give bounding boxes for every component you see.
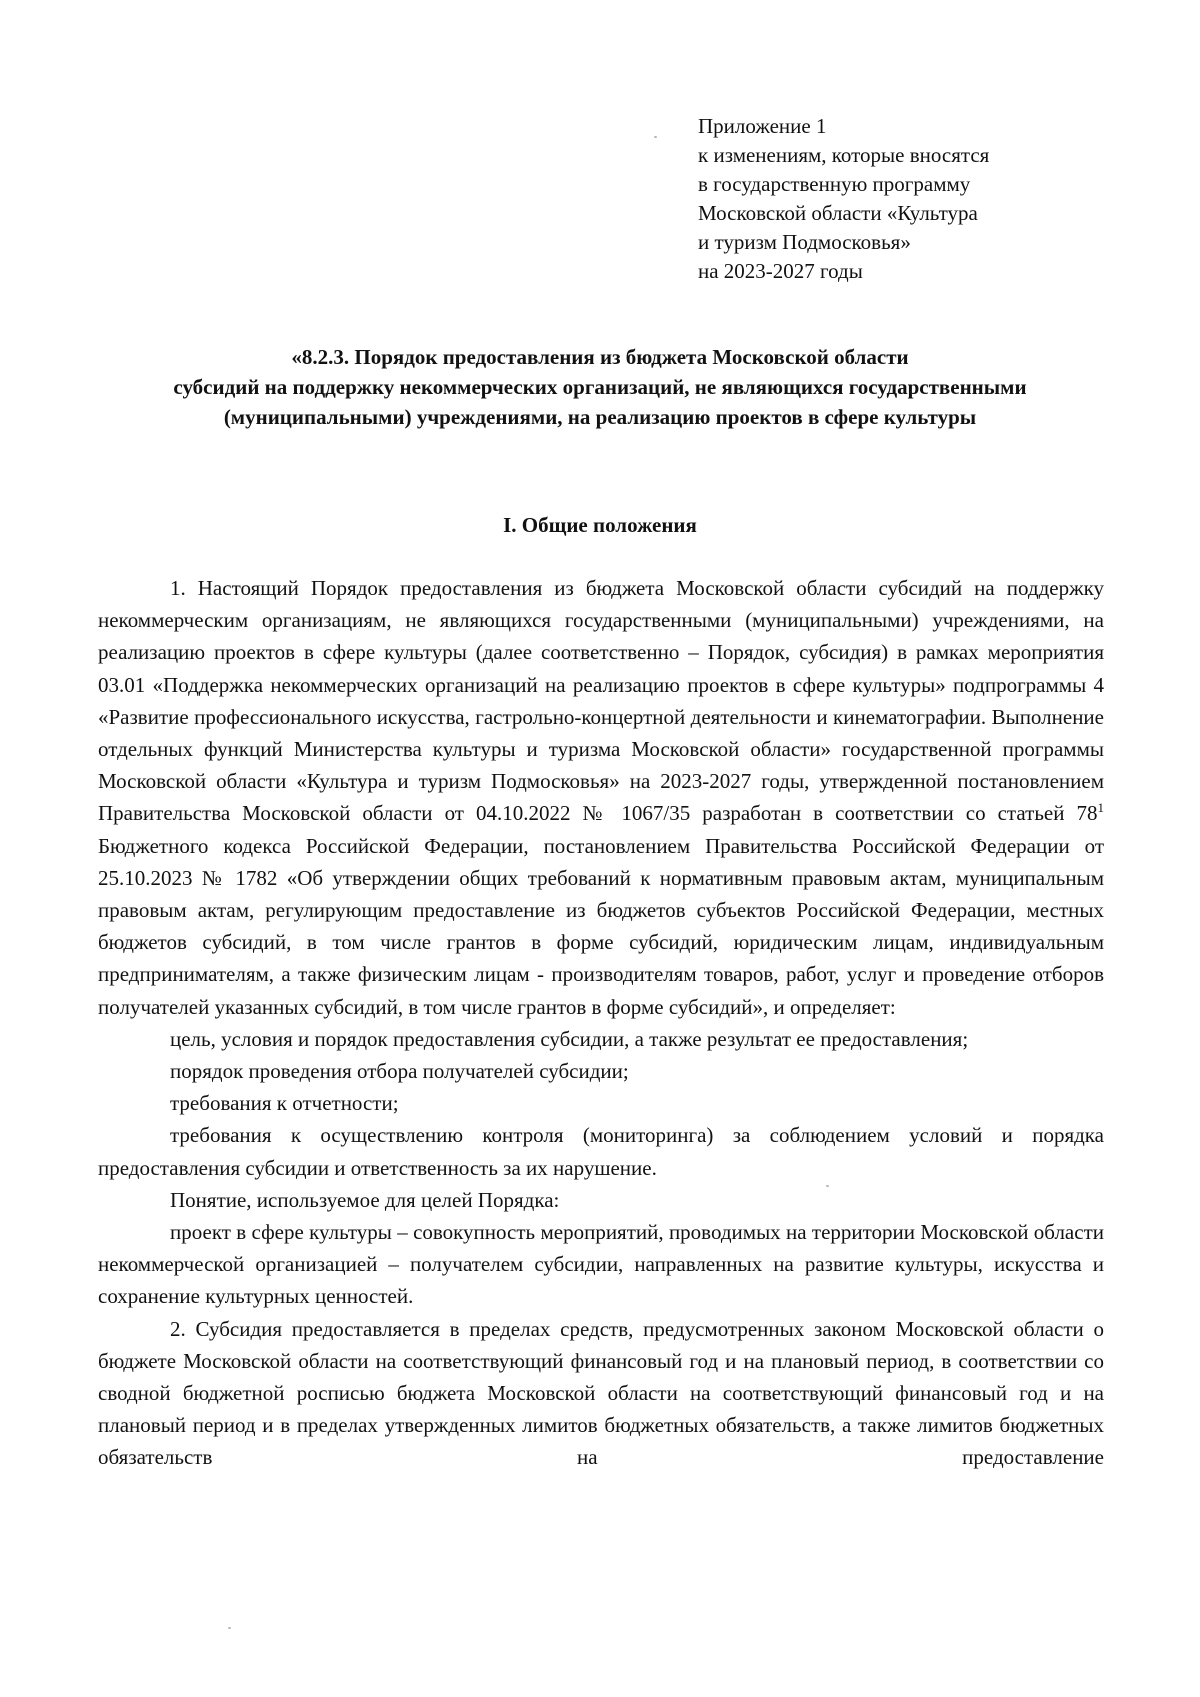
scan-speck <box>654 136 657 138</box>
appendix-line: в государственную программу <box>698 172 971 196</box>
title-line: (муниципальными) учреждениями, на реализацию проектов в сфере культуры <box>223 405 977 429</box>
paragraph-1 <box>98 572 1104 1023</box>
paragraph-2: 2. Субсидия предоставляется в пределах средств, предусмотренных законом Московской области о бюджете Московской области на соответствующий финансовый год и на плановый период, в соответствии со сводной бюджетной росписью бюджета Московской области на соответствующий финансовый год и на плановый период и в пределах утвержденных лимитов бюджетных обязательств, а также лимитов бюджетных обязательств на предоставление <box>98 1316 1104 1470</box>
list-item-goal: цель, условия и порядок предоставления субсидии, а также результат ее предоставления; <box>170 1026 969 1051</box>
scan-speck <box>826 1185 829 1187</box>
article-superscript: 1 <box>1097 800 1104 816</box>
concept-definition: проект в сфере культуры – совокупность мероприятий, проводимых на территории Московской области некоммерческой организацией – получателем субсидии, направленных на развитие культуры, искусства и сохранение культурных ценностей. <box>98 1220 1104 1309</box>
title-line: субсидий на поддержку некоммерческих организаций, не являющихся государственными <box>173 375 1027 399</box>
appendix-header <box>698 112 1118 286</box>
appendix-line: к изменениям, которые вносятся <box>698 143 990 167</box>
list-item-selection: порядок проведения отбора получателей субсидии; <box>170 1059 629 1084</box>
paragraph-1-text-continued: Бюджетного кодекса Российской Федерации, постановлением Правительства Российской Федерации от 25.10.2023 № 1782 «Об утверждении общих требований к нормативным правовым актам, муниципальным правовым актам, регулирующим предоставление из бюджетов субъектов Российской Федерации, местных бюджетов субсидий, в том числе грантов в форме субсидий, юридическим лицам, индивидуальным предпринимателям, а также физическим лицам - производителям товаров, работ, услуг и проведение отборов получателей указанных субсидий, в том числе грантов в форме субсидий», и определяет: <box>98 833 1104 1019</box>
appendix-line: на 2023-2027 годы <box>698 259 863 283</box>
title-line: «8.2.3. Порядок предоставления из бюджета Московской области <box>291 345 909 369</box>
paragraph-1-text: 1. Настоящий Порядок предоставления из бюджета Московской области субсидий на поддержку некоммерческим организациям, не являющихся государственными (муниципальными) учреждениями, на реализацию проектов в сфере культуры (далее соответственно – Порядок, субсидия) в рамках мероприятия 03.01 «Поддержка некоммерческих организаций на реализацию проектов в сфере культуры» подпрограммы 4 «Развитие профессионального искусства, гастрольно-концертной деятельности и кинематографии. Выполнение отдельных функций Министерства культуры и туризма Московской области» государственной программы Московской области «Культура и туризм Подмосковья» на 2023-2027 годы, утвержденной постановлением Правительства Московской области от 04.10.2022 № 1067/35 разработан в соответствии со статьей 78 <box>98 576 1104 826</box>
scan-speck <box>228 1627 231 1629</box>
concept-intro: Понятие, используемое для целей Порядка: <box>170 1187 560 1212</box>
list-item-reporting: требования к отчетности; <box>170 1091 399 1116</box>
document-body <box>98 572 1104 1474</box>
section-heading: I. Общие положения <box>503 513 697 537</box>
appendix-line: и туризм Подмосковья» <box>698 230 911 254</box>
list-item-control: требования к осуществлению контроля (мониторинга) за соблюдением условий и порядка предоставления субсидии и ответственность за их нарушение. <box>98 1123 1104 1180</box>
appendix-line: Приложение 1 <box>698 114 827 138</box>
appendix-line: Московской области «Культура <box>698 201 978 225</box>
document-title <box>90 342 1110 432</box>
